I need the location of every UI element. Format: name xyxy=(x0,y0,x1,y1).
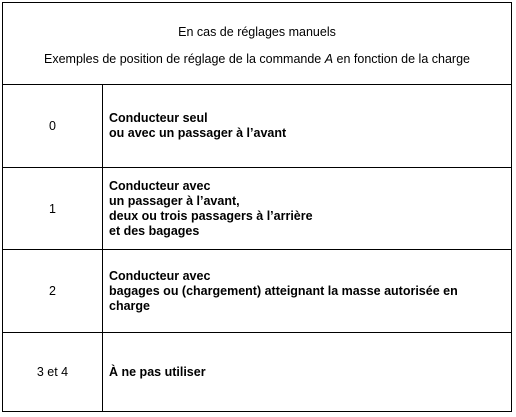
position-cell: 1 xyxy=(3,168,103,249)
position-cell: 2 xyxy=(3,250,103,332)
description-line: Conducteur avec xyxy=(109,268,211,283)
description-line: et des bagages xyxy=(109,223,200,238)
table-row-position-3-4 xyxy=(3,333,511,411)
description-cell xyxy=(109,85,505,167)
table-row-position-0 xyxy=(3,85,511,168)
header-subtitle xyxy=(3,52,511,66)
description-line: Conducteur seul xyxy=(109,111,208,125)
description-line: deux ou trois passagers à l’arrière xyxy=(109,208,313,223)
description-line: bagages ou (chargement) atteignant la masse autorisée en xyxy=(109,283,458,298)
position-cell: 3 et 4 xyxy=(3,333,103,411)
position-cell: 0 xyxy=(3,85,103,167)
description-line: un passager à l’avant, xyxy=(109,193,240,208)
description-line: Conducteur avec xyxy=(109,178,211,193)
description-line: À ne pas utiliser xyxy=(109,364,206,379)
header-subtitle-end: en fonction de la charge xyxy=(333,52,470,66)
header-subtitle-control-letter: A xyxy=(324,52,334,66)
description-line: ou avec un passager à l’avant xyxy=(109,126,287,140)
description-cell xyxy=(109,333,505,411)
header-subtitle-start: Exemples de position de réglage de la commande xyxy=(44,52,325,66)
description-line: charge xyxy=(109,298,150,313)
load-adjustment-table xyxy=(2,2,512,412)
table-row-position-2 xyxy=(3,250,511,333)
table-header xyxy=(3,3,511,85)
description-cell xyxy=(109,168,505,249)
description-cell xyxy=(109,250,505,332)
header-title: En cas de réglages manuels xyxy=(178,25,336,39)
table-row-position-1 xyxy=(3,168,511,250)
